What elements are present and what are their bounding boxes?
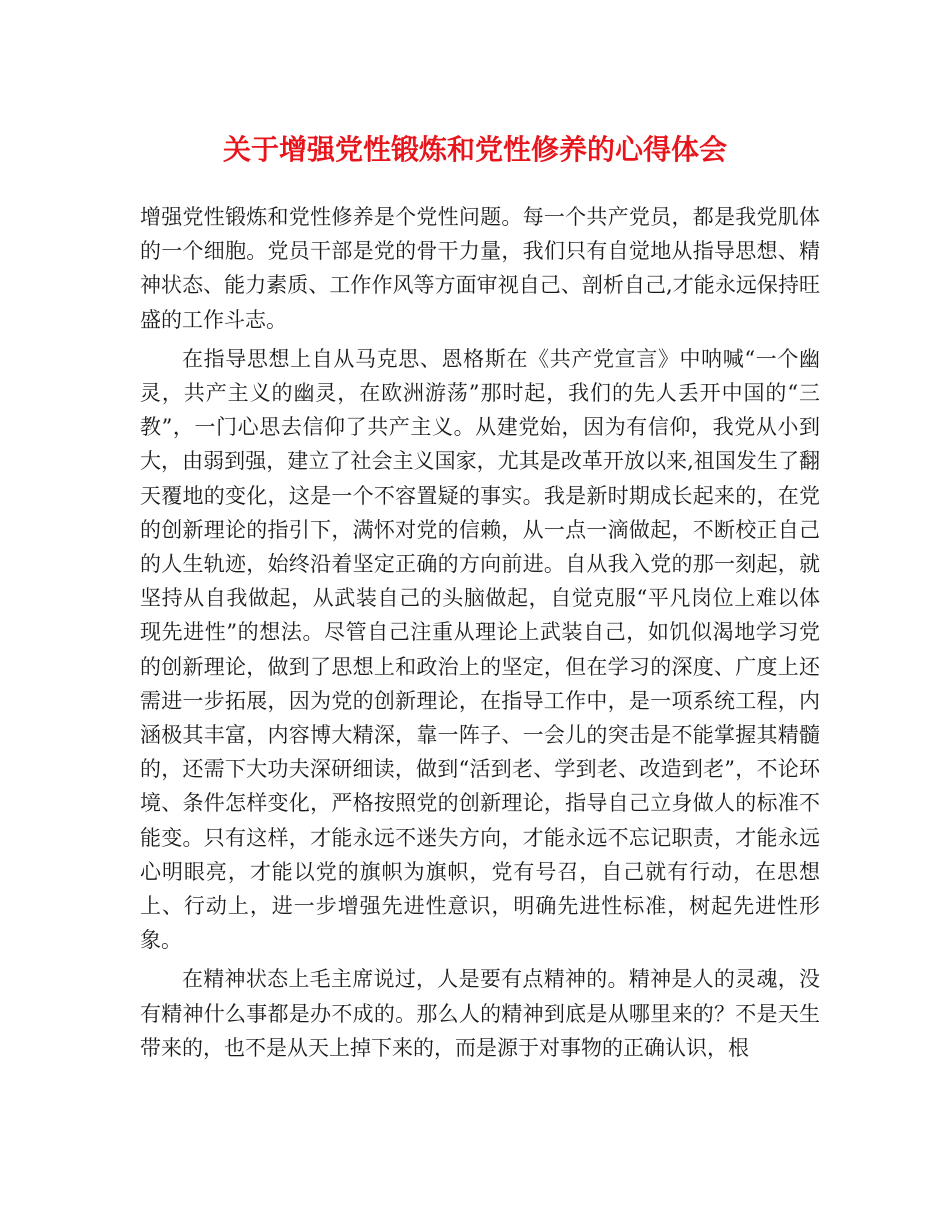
paragraph-spirit-state: 在精神状态上毛主席说过，人是要有点精神的。精神是人的灵魂，没有精神什么事都是办不成的。那么人的精神到底是从哪里来的？不是天生带来的，也不是从天上掉下来的，而是源于对事物的正确认识，根 — [140, 967, 820, 1060]
document-body — [140, 200, 820, 1070]
paragraph-intro: 增强党性锻炼和党性修养是个党性问题。每一个共产党员，都是我党肌体的一个细胞。党员干部是党的骨干力量，我们只有自觉地从指导思想、精神状态、能力素质、工作作风等方面审视自己、剖析自己,才能永远保持旺盛的工作斗志。 — [140, 205, 820, 332]
document-title: 关于增强党性锻炼和党性修养的心得体会 — [222, 133, 727, 166]
paragraph-guiding-thought: 在指导思想上自从马克思、恩格斯在《共产党宣言》中呐喊“一个幽灵，共产主义的幽灵，在欧洲游荡”那时起，我们的先人丢开中国的“三教”，一门心思去信仰了共产主义。从建党始，因为有信仰，我党从小到大，由弱到强，建立了社会主义国家，尤其是改革开放以来,祖国发生了翻天覆地的变化，这是一个不容置疑的事实。我是新时期成长起来的，在党的创新理论的指引下，满怀对党的信赖，从一点一滴做起，不断校正自己的人生轨迹，始终沿着坚定正确的方向前进。自从我入党的那一刻起，就坚持从自我做起，从武装自己的头脑做起，自觉克服“平凡岗位上难以体现先进性”的想法。尽管自己注重从理论上武装自己，如饥似渴地学习党的创新理论，做到了思想上和政治上的坚定，但在学习的深度、广度上还需进一步拓展，因为党的创新理论，在指导工作中，是一项系统工程，内涵极其丰富，内容博大精深，靠一阵子、一会儿的突击是不能掌握其精髓的，还需下大功夫深研细读，做到“活到老、学到老、改造到老”，不论环境、条件怎样变化，严格按照党的创新理论，指导自己立身做人的标准不能变。只有这样，才能永远不迷失方向，才能永远不忘记职责，才能永远心明眼亮，才能以党的旗帜为旗帜，党有号召，自己就有行动，在思想上、行动上，进一步增强先进性意识，明确先进性标准，树起先进性形象。 — [140, 346, 820, 953]
